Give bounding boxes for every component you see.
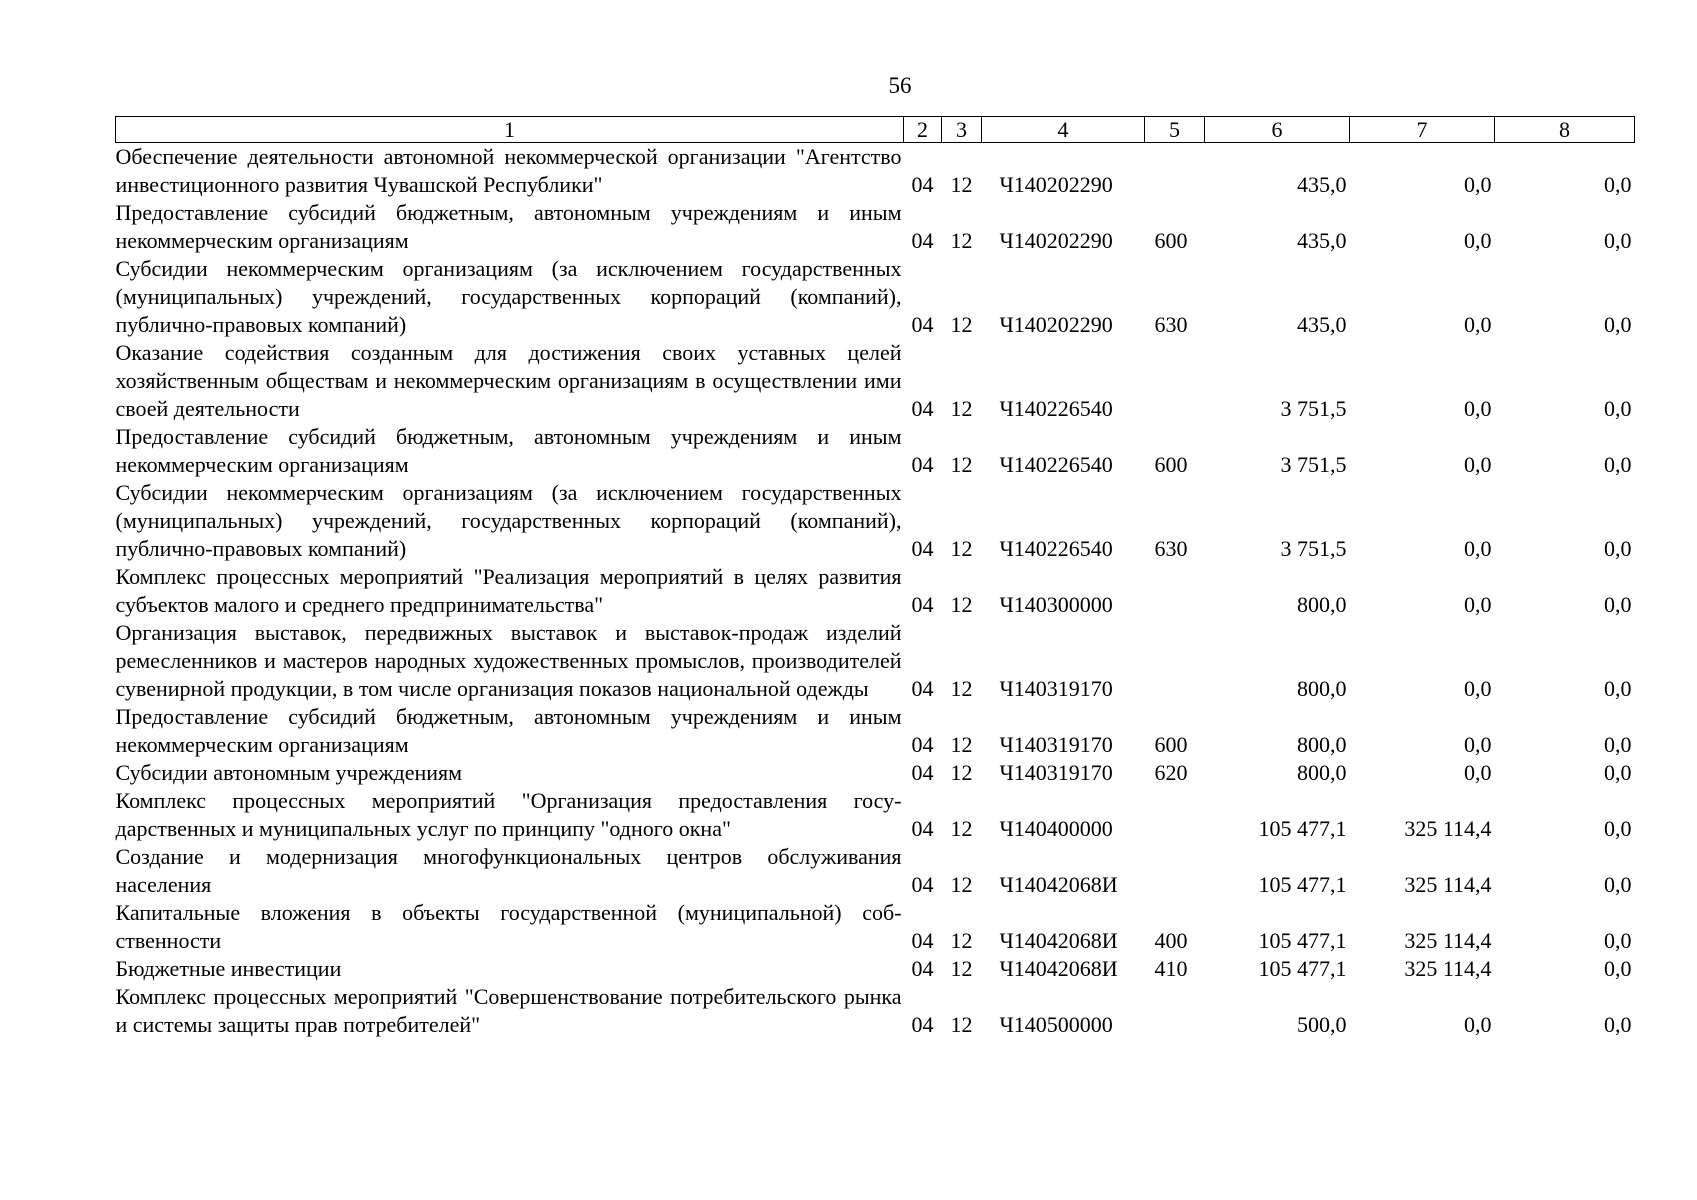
row-amount-col8: 0,0 bbox=[1604, 592, 1632, 617]
row-section: 04 bbox=[911, 956, 934, 981]
row-section: 04 bbox=[911, 872, 934, 897]
row-section: 04 bbox=[911, 536, 934, 561]
row-subsection: 12 bbox=[950, 172, 973, 197]
row-section: 04 bbox=[911, 452, 934, 477]
row-target-code: Ч140400000 bbox=[999, 816, 1113, 841]
row-amount-col7: 0,0 bbox=[1464, 312, 1492, 337]
row-subsection: 12 bbox=[950, 676, 973, 701]
row-target-code: Ч140226540 bbox=[999, 396, 1113, 421]
row-section: 04 bbox=[911, 760, 934, 785]
row-target-code: Ч140226540 bbox=[999, 452, 1113, 477]
row-subsection: 12 bbox=[950, 872, 973, 897]
row-subsection: 12 bbox=[950, 928, 973, 953]
row-amount-col6: 105 477,1 bbox=[1258, 928, 1347, 953]
table-header bbox=[116, 117, 1635, 143]
row-section: 04 bbox=[911, 676, 934, 701]
table-body bbox=[116, 143, 1635, 1040]
row-section: 04 bbox=[911, 592, 934, 617]
row-target-code: Ч140202290 bbox=[999, 312, 1113, 337]
table-row bbox=[116, 759, 1635, 787]
row-expense-type: 630 bbox=[1154, 536, 1188, 561]
row-subsection: 12 bbox=[950, 592, 973, 617]
row-name: Бюджетные инвестиции bbox=[115, 956, 342, 981]
row-amount-col8: 0,0 bbox=[1604, 872, 1632, 897]
row-subsection: 12 bbox=[950, 760, 973, 785]
row-target-code: Ч140500000 bbox=[999, 1012, 1113, 1037]
row-amount-col7: 0,0 bbox=[1464, 760, 1492, 785]
row-amount-col8: 0,0 bbox=[1604, 452, 1632, 477]
row-target-code: Ч140226540 bbox=[999, 536, 1113, 561]
row-subsection: 12 bbox=[950, 228, 973, 253]
row-amount-col7: 0,0 bbox=[1464, 396, 1492, 421]
row-amount-col6: 800,0 bbox=[1297, 732, 1347, 757]
row-amount-col6: 3 751,5 bbox=[1280, 396, 1347, 421]
row-expense-type: 630 bbox=[1154, 312, 1188, 337]
row-amount-col8: 0,0 bbox=[1604, 536, 1632, 561]
row-amount-col6: 105 477,1 bbox=[1258, 872, 1347, 897]
row-name: Капитальные вложения в объекты государственной (муниципальной) собственности bbox=[115, 900, 902, 953]
row-amount-col7: 325 114,4 bbox=[1404, 928, 1492, 953]
table-row bbox=[116, 479, 1635, 563]
row-expense-type bbox=[1145, 143, 1205, 200]
row-section: 04 bbox=[911, 172, 934, 197]
table-row bbox=[116, 899, 1635, 955]
row-amount-col7: 0,0 bbox=[1464, 536, 1492, 561]
row-name: Обеспечение деятельности автономной некоммерческой организации "Агентство инвестиционного развития Чувашской Республики" bbox=[115, 144, 902, 197]
row-section: 04 bbox=[911, 396, 934, 421]
row-section: 04 bbox=[911, 928, 934, 953]
row-subsection: 12 bbox=[950, 1012, 973, 1037]
row-name: Субсидии некоммерческим организациям (за исключением государственных (муниципальных) учреждений, государственных корпораций (компаний), публично-правовых компаний) bbox=[115, 480, 902, 561]
row-expense-type: 600 bbox=[1154, 228, 1188, 253]
row-amount-col7: 0,0 bbox=[1464, 228, 1492, 253]
budget-table bbox=[115, 116, 1635, 1039]
row-name: Организация выставок, передвижных выставок и выставок-продаж изделий ремесленников и мастеров народных художественных промыслов, производителей сувенирной продукции, в том числе организация показов национальной одежды bbox=[115, 620, 902, 701]
row-subsection: 12 bbox=[950, 312, 973, 337]
row-amount-col7: 0,0 bbox=[1464, 676, 1492, 701]
row-expense-type: 620 bbox=[1154, 760, 1188, 785]
row-name: Субсидии автономным учреждениям bbox=[115, 760, 463, 785]
table-row bbox=[116, 339, 1635, 423]
row-amount-col7: 325 114,4 bbox=[1404, 816, 1492, 841]
row-name: Создание и модернизация многофункциональных центров обслуживания населения bbox=[115, 844, 902, 897]
row-subsection: 12 bbox=[950, 396, 973, 421]
table-row bbox=[116, 199, 1635, 255]
row-amount-col8: 0,0 bbox=[1604, 732, 1632, 757]
row-amount-col6: 105 477,1 bbox=[1258, 816, 1347, 841]
row-expense-type bbox=[1145, 787, 1205, 843]
row-expense-type bbox=[1145, 843, 1205, 899]
row-subsection: 12 bbox=[950, 536, 973, 561]
row-amount-col6: 3 751,5 bbox=[1280, 452, 1347, 477]
row-section: 04 bbox=[911, 1012, 934, 1037]
row-target-code: Ч14042068И bbox=[999, 872, 1118, 897]
row-expense-type: 600 bbox=[1154, 732, 1188, 757]
row-expense-type bbox=[1145, 563, 1205, 619]
row-section: 04 bbox=[911, 312, 934, 337]
row-section: 04 bbox=[911, 228, 934, 253]
row-target-code: Ч140319170 bbox=[999, 760, 1113, 785]
table-row bbox=[116, 703, 1635, 759]
row-name: Субсидии некоммерческим организациям (за исключением государственных (муниципальных) учреждений, государственных корпораций (компаний), публично-правовых компаний) bbox=[115, 256, 902, 337]
row-target-code: Ч140202290 bbox=[999, 172, 1113, 197]
row-subsection: 12 bbox=[950, 816, 973, 841]
table-row bbox=[116, 255, 1635, 339]
row-expense-type: 410 bbox=[1154, 956, 1188, 981]
row-name: Предоставление субсидий бюджетным, автономным учреждениям и иным некоммерческим организациям bbox=[115, 424, 902, 477]
row-amount-col6: 435,0 bbox=[1297, 172, 1347, 197]
row-subsection: 12 bbox=[950, 732, 973, 757]
header-col-5: 5 bbox=[1145, 117, 1205, 143]
header-col-6: 6 bbox=[1205, 117, 1350, 143]
row-amount-col8: 0,0 bbox=[1604, 816, 1632, 841]
row-amount-col8: 0,0 bbox=[1604, 228, 1632, 253]
row-expense-type bbox=[1145, 983, 1205, 1039]
header-col-1: 1 bbox=[116, 117, 904, 143]
header-col-4: 4 bbox=[982, 117, 1145, 143]
row-subsection: 12 bbox=[950, 452, 973, 477]
row-amount-col7: 325 114,4 bbox=[1404, 956, 1492, 981]
row-amount-col8: 0,0 bbox=[1604, 312, 1632, 337]
row-amount-col8: 0,0 bbox=[1604, 928, 1632, 953]
row-target-code: Ч140319170 bbox=[999, 732, 1113, 757]
row-amount-col8: 0,0 bbox=[1604, 172, 1632, 197]
row-amount-col8: 0,0 bbox=[1604, 956, 1632, 981]
row-expense-type: 600 bbox=[1154, 452, 1188, 477]
header-row bbox=[116, 117, 1635, 143]
row-amount-col8: 0,0 bbox=[1604, 1012, 1632, 1037]
header-col-2: 2 bbox=[904, 117, 942, 143]
row-name: Комплекс процессных мероприятий "Организация предоставления государственных и муниципальных услуг по принципу "одного окна" bbox=[115, 788, 902, 841]
row-section: 04 bbox=[911, 732, 934, 757]
row-amount-col8: 0,0 bbox=[1604, 676, 1632, 701]
row-amount-col6: 500,0 bbox=[1297, 1012, 1347, 1037]
row-target-code: Ч14042068И bbox=[999, 928, 1118, 953]
row-amount-col7: 325 114,4 bbox=[1404, 872, 1492, 897]
row-amount-col6: 800,0 bbox=[1297, 760, 1347, 785]
row-amount-col6: 3 751,5 bbox=[1280, 536, 1347, 561]
row-name: Комплекс процессных мероприятий "Совершенствование потребительского рынка и системы защиты прав потребителей" bbox=[115, 984, 902, 1037]
row-target-code: Ч14042068И bbox=[999, 956, 1118, 981]
table-row bbox=[116, 787, 1635, 843]
row-amount-col7: 0,0 bbox=[1464, 1012, 1492, 1037]
row-amount-col6: 435,0 bbox=[1297, 312, 1347, 337]
row-amount-col8: 0,0 bbox=[1604, 396, 1632, 421]
table-row bbox=[116, 983, 1635, 1039]
row-section: 04 bbox=[911, 816, 934, 841]
row-amount-col6: 105 477,1 bbox=[1258, 956, 1347, 981]
row-amount-col6: 435,0 bbox=[1297, 228, 1347, 253]
row-name: Комплекс процессных мероприятий "Реализация мероприятий в целях развития субъектов малого и среднего предпринимательства" bbox=[115, 564, 902, 617]
table-row bbox=[116, 423, 1635, 479]
row-name: Оказание содействия созданным для достижения своих уставных целей хозяйственным обществам и некоммерческим организациям в осуществлении ими своей деятельности bbox=[115, 340, 902, 421]
row-amount-col7: 0,0 bbox=[1464, 732, 1492, 757]
header-col-3: 3 bbox=[942, 117, 982, 143]
table-row bbox=[116, 143, 1635, 200]
row-amount-col7: 0,0 bbox=[1464, 172, 1492, 197]
row-expense-type bbox=[1145, 619, 1205, 703]
table-row bbox=[116, 955, 1635, 983]
budget-table-container bbox=[115, 116, 1634, 1039]
header-col-8: 8 bbox=[1495, 117, 1635, 143]
row-amount-col7: 0,0 bbox=[1464, 452, 1492, 477]
row-amount-col8: 0,0 bbox=[1604, 760, 1632, 785]
table-row bbox=[116, 843, 1635, 899]
row-expense-type bbox=[1145, 339, 1205, 423]
table-row bbox=[116, 619, 1635, 703]
row-target-code: Ч140300000 bbox=[999, 592, 1113, 617]
row-name: Предоставление субсидий бюджетным, автономным учреждениям и иным некоммерческим организациям bbox=[115, 200, 902, 253]
header-col-7: 7 bbox=[1350, 117, 1495, 143]
row-amount-col6: 800,0 bbox=[1297, 592, 1347, 617]
row-target-code: Ч140319170 bbox=[999, 676, 1113, 701]
table-row bbox=[116, 563, 1635, 619]
row-subsection: 12 bbox=[950, 956, 973, 981]
row-expense-type: 400 bbox=[1154, 928, 1188, 953]
row-name: Предоставление субсидий бюджетным, автономным учреждениям и иным некоммерческим организациям bbox=[115, 704, 902, 757]
row-target-code: Ч140202290 bbox=[999, 228, 1113, 253]
row-amount-col7: 0,0 bbox=[1464, 592, 1492, 617]
row-amount-col6: 800,0 bbox=[1297, 676, 1347, 701]
page-number: 56 bbox=[888, 73, 912, 98]
